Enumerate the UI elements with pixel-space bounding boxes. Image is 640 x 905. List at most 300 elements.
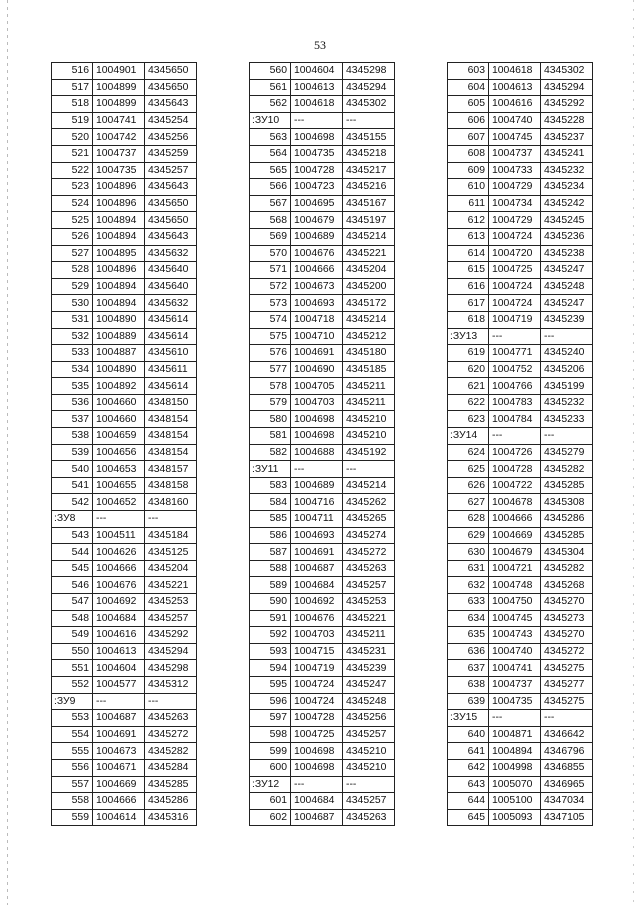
table-row [250,361,395,378]
y-coordinate-cell: 4345241 [541,145,593,162]
point-number-cell: 642 [448,759,489,776]
point-number-cell: 534 [52,361,93,378]
coordinate-table-1 [51,62,197,826]
table-row [52,411,197,428]
y-coordinate-cell: 4345240 [541,345,593,362]
point-number-cell: 605 [448,96,489,113]
table-row [448,179,593,196]
y-coordinate-cell: 4345218 [343,145,395,162]
y-coordinate-cell: 4345285 [541,527,593,544]
table-row [250,511,395,528]
point-number-cell: 612 [448,212,489,229]
x-coordinate-cell: 1004669 [93,776,145,793]
section-label-cell: :ЗУ13 [448,328,489,345]
table-row [448,461,593,478]
y-coordinate-cell: 4345282 [541,560,593,577]
x-coordinate-cell: 1004724 [291,693,343,710]
x-coordinate-cell: 1004666 [93,793,145,810]
x-coordinate-cell: 1004679 [489,544,541,561]
table-row [52,112,197,129]
table-row [52,228,197,245]
point-number-cell: 596 [250,693,291,710]
x-coordinate-cell: 1004715 [291,643,343,660]
table-row [250,378,395,395]
point-number-cell: 568 [250,212,291,229]
y-coordinate-cell: 4345272 [343,544,395,561]
table-row [52,162,197,179]
table-row [448,594,593,611]
x-coordinate-cell: 1004740 [489,112,541,129]
point-number-cell: 547 [52,594,93,611]
table-row [448,162,593,179]
y-coordinate-cell: 4345263 [145,710,197,727]
x-coordinate-cell: 1004676 [291,245,343,262]
table-row [448,394,593,411]
y-coordinate-cell: 4348154 [145,411,197,428]
table-row [52,345,197,362]
point-number-cell: 600 [250,759,291,776]
x-coordinate-cell: 1004669 [489,527,541,544]
table-row [250,228,395,245]
table-row [448,295,593,312]
point-number-cell: 573 [250,295,291,312]
x-coordinate-cell: 1004895 [93,245,145,262]
x-coordinate-cell: 1004695 [291,195,343,212]
table-row [250,195,395,212]
table-row [52,145,197,162]
point-number-cell: 517 [52,79,93,96]
x-coordinate-cell: 1005070 [489,776,541,793]
x-coordinate-cell: 1004720 [489,245,541,262]
y-coordinate-cell: 4345253 [145,594,197,611]
point-number-cell: 581 [250,428,291,445]
y-coordinate-cell: 4345611 [145,361,197,378]
y-coordinate-cell: --- [541,428,593,445]
section-label-cell: :ЗУ10 [250,112,291,129]
x-coordinate-cell: 1004676 [291,610,343,627]
point-number-cell: 607 [448,129,489,146]
y-coordinate-cell: --- [145,511,197,528]
y-coordinate-cell: 4345304 [541,544,593,561]
point-number-cell: 521 [52,145,93,162]
point-number-cell: 525 [52,212,93,229]
table-row [250,295,395,312]
y-coordinate-cell: 4345221 [343,610,395,627]
table-row [448,693,593,710]
y-coordinate-cell: 4345259 [145,145,197,162]
y-coordinate-cell: 4345262 [343,494,395,511]
y-coordinate-cell: 4345279 [541,444,593,461]
x-coordinate-cell: 1004698 [291,411,343,428]
y-coordinate-cell: 4348154 [145,444,197,461]
table-row [250,129,395,146]
x-coordinate-cell: 1004616 [93,627,145,644]
y-coordinate-cell: --- [541,710,593,727]
y-coordinate-cell: 4345272 [145,726,197,743]
page-number: 53 [314,38,326,52]
y-coordinate-cell: 4345614 [145,328,197,345]
y-coordinate-cell: --- [343,776,395,793]
point-number-cell: 548 [52,610,93,627]
y-coordinate-cell: 4345184 [145,527,197,544]
x-coordinate-cell: 1004741 [489,660,541,677]
y-coordinate-cell: 4345237 [541,129,593,146]
coordinate-table-3 [447,62,593,826]
y-coordinate-cell: 4345285 [541,477,593,494]
y-coordinate-cell: 4345231 [343,643,395,660]
y-coordinate-cell: 4345238 [541,245,593,262]
section-label-cell: :ЗУ14 [448,428,489,445]
y-coordinate-cell: 4347105 [541,809,593,826]
x-coordinate-cell: 1004666 [291,262,343,279]
y-coordinate-cell: 4345302 [541,63,593,80]
x-coordinate-cell: 1004724 [291,676,343,693]
x-coordinate-cell: 1004711 [291,511,343,528]
x-coordinate-cell: 1004684 [291,793,343,810]
point-number-cell: 532 [52,328,93,345]
point-number-cell: 579 [250,394,291,411]
y-coordinate-cell: 4345265 [343,511,395,528]
point-number-cell: 553 [52,710,93,727]
point-number-cell: 613 [448,228,489,245]
table-row [250,79,395,96]
point-number-cell: 615 [448,262,489,279]
y-coordinate-cell: 4348150 [145,394,197,411]
y-coordinate-cell: 4345282 [145,743,197,760]
table-row [250,477,395,494]
x-coordinate-cell: 1004613 [291,79,343,96]
x-coordinate-cell: 1004618 [291,96,343,113]
x-coordinate-cell: 1004614 [93,809,145,826]
point-number-cell: 635 [448,627,489,644]
table-row [250,162,395,179]
y-coordinate-cell: 4345125 [145,544,197,561]
point-number-cell: 531 [52,311,93,328]
point-number-cell: 554 [52,726,93,743]
table-row [448,660,593,677]
y-coordinate-cell: 4345257 [145,162,197,179]
table-row [52,311,197,328]
x-coordinate-cell: --- [489,428,541,445]
y-coordinate-cell: 4345650 [145,212,197,229]
x-coordinate-cell: 1004511 [93,527,145,544]
point-number-cell: 535 [52,378,93,395]
table-row [52,527,197,544]
y-coordinate-cell: 4348157 [145,461,197,478]
x-coordinate-cell: 1004724 [489,278,541,295]
table-row [448,145,593,162]
point-number-cell: 638 [448,676,489,693]
x-coordinate-cell: 1004626 [93,544,145,561]
table-row [448,361,593,378]
y-coordinate-cell: 4345210 [343,759,395,776]
point-number-cell: 602 [250,809,291,826]
y-coordinate-cell: 4345232 [541,394,593,411]
y-coordinate-cell: 4345277 [541,676,593,693]
point-number-cell: 641 [448,743,489,760]
y-coordinate-cell: 4345298 [343,63,395,80]
point-number-cell: 555 [52,743,93,760]
point-number-cell: 527 [52,245,93,262]
y-coordinate-cell: 4346965 [541,776,593,793]
point-number-cell: 622 [448,394,489,411]
table-row [250,345,395,362]
y-coordinate-cell: 4345239 [343,660,395,677]
x-coordinate-cell: 1004728 [291,710,343,727]
table-row [250,63,395,80]
x-coordinate-cell: 1004729 [489,179,541,196]
table-row [448,129,593,146]
x-coordinate-cell: 1004899 [93,96,145,113]
table-row [52,759,197,776]
y-coordinate-cell: 4345650 [145,79,197,96]
point-number-cell: 520 [52,129,93,146]
x-coordinate-cell: 1004890 [93,361,145,378]
x-coordinate-cell: 1004689 [291,477,343,494]
x-coordinate-cell: 1004718 [291,311,343,328]
x-coordinate-cell: 1004745 [489,610,541,627]
table-row [250,411,395,428]
point-number-cell: 609 [448,162,489,179]
x-coordinate-cell: 1004687 [291,560,343,577]
table-row [52,676,197,693]
point-number-cell: 546 [52,577,93,594]
x-coordinate-cell: 1004618 [489,63,541,80]
point-number-cell: 631 [448,560,489,577]
y-coordinate-cell: 4345302 [343,96,395,113]
x-coordinate-cell: 1004676 [93,577,145,594]
table-row [250,278,395,295]
y-coordinate-cell: 4345247 [343,676,395,693]
x-coordinate-cell: 1004894 [93,278,145,295]
x-coordinate-cell: 1004604 [291,63,343,80]
table-row [448,262,593,279]
table-row [52,378,197,395]
x-coordinate-cell: 1004656 [93,444,145,461]
table-row [448,195,593,212]
table-row [250,428,395,445]
x-coordinate-cell: 1004725 [291,726,343,743]
x-coordinate-cell: 1004743 [489,627,541,644]
point-number-cell: 625 [448,461,489,478]
y-coordinate-cell: 4345275 [541,660,593,677]
table-row [52,63,197,80]
table-row [250,544,395,561]
x-coordinate-cell: 1004698 [291,743,343,760]
x-coordinate-cell: 1004692 [291,594,343,611]
y-coordinate-cell: 4345253 [343,594,395,611]
x-coordinate-cell: --- [489,328,541,345]
table-row [52,79,197,96]
x-coordinate-cell: 1004728 [489,461,541,478]
point-number-cell: 595 [250,676,291,693]
y-coordinate-cell: --- [343,112,395,129]
table-row [250,676,395,693]
x-coordinate-cell: 1004894 [93,228,145,245]
x-coordinate-cell: 1004750 [489,594,541,611]
section-header-row [52,693,197,710]
table-row [52,544,197,561]
table-row [52,643,197,660]
y-coordinate-cell: 4345245 [541,212,593,229]
point-number-cell: 575 [250,328,291,345]
table-row [250,328,395,345]
y-coordinate-cell: 4345270 [541,594,593,611]
section-header-row [250,461,395,478]
x-coordinate-cell: 1004703 [291,394,343,411]
y-coordinate-cell: 4346855 [541,759,593,776]
point-number-cell: 601 [250,793,291,810]
table-row [52,494,197,511]
y-coordinate-cell: 4345643 [145,96,197,113]
point-number-cell: 643 [448,776,489,793]
point-number-cell: 569 [250,228,291,245]
x-coordinate-cell: 1004766 [489,378,541,395]
point-number-cell: 603 [448,63,489,80]
x-coordinate-cell: 1004741 [93,112,145,129]
point-number-cell: 591 [250,610,291,627]
table-row [52,328,197,345]
point-number-cell: 624 [448,444,489,461]
x-coordinate-cell: 1004693 [291,527,343,544]
point-number-cell: 566 [250,179,291,196]
table-row [52,212,197,229]
y-coordinate-cell: 4345214 [343,477,395,494]
x-coordinate-cell: 1004577 [93,676,145,693]
table-row [52,394,197,411]
point-number-cell: 610 [448,179,489,196]
x-coordinate-cell: 1004684 [291,577,343,594]
x-coordinate-cell: 1004894 [93,295,145,312]
x-coordinate-cell: 1004613 [489,79,541,96]
x-coordinate-cell: 1004698 [291,129,343,146]
y-coordinate-cell: 4345614 [145,311,197,328]
y-coordinate-cell: 4345247 [541,262,593,279]
point-number-cell: 544 [52,544,93,561]
x-coordinate-cell: 1004673 [93,743,145,760]
table-row [52,295,197,312]
x-coordinate-cell: 1004745 [489,129,541,146]
x-coordinate-cell: 1004724 [489,228,541,245]
y-coordinate-cell: 4345180 [343,345,395,362]
y-coordinate-cell: 4345632 [145,295,197,312]
table-row [52,428,197,445]
x-coordinate-cell: 1004616 [489,96,541,113]
table-row [52,726,197,743]
x-coordinate-cell: 1004742 [93,129,145,146]
x-coordinate-cell: 1004899 [93,79,145,96]
point-number-cell: 620 [448,361,489,378]
point-number-cell: 559 [52,809,93,826]
y-coordinate-cell: 4345216 [343,179,395,196]
point-number-cell: 541 [52,477,93,494]
point-number-cell: 565 [250,162,291,179]
y-coordinate-cell: 4348160 [145,494,197,511]
point-number-cell: 580 [250,411,291,428]
y-coordinate-cell: 4345155 [343,129,395,146]
point-number-cell: 549 [52,627,93,644]
y-coordinate-cell: 4345221 [343,245,395,262]
x-coordinate-cell: 1004652 [93,494,145,511]
table-row [448,676,593,693]
y-coordinate-cell: 4345257 [145,610,197,627]
section-label-cell: :ЗУ11 [250,461,291,478]
table-row [250,610,395,627]
x-coordinate-cell: 1004887 [93,345,145,362]
point-number-cell: 524 [52,195,93,212]
y-coordinate-cell: 4345632 [145,245,197,262]
scan-edge-left [7,0,8,905]
y-coordinate-cell: 4345254 [145,112,197,129]
y-coordinate-cell: 4345210 [343,743,395,760]
y-coordinate-cell: --- [541,328,593,345]
x-coordinate-cell: 1004719 [489,311,541,328]
section-header-row [250,776,395,793]
x-coordinate-cell: 1004691 [291,544,343,561]
x-coordinate-cell: 1004666 [93,560,145,577]
y-coordinate-cell: 4345273 [541,610,593,627]
y-coordinate-cell: 4345643 [145,228,197,245]
table-row [448,577,593,594]
table-row [448,726,593,743]
x-coordinate-cell: 1004604 [93,660,145,677]
point-number-cell: 587 [250,544,291,561]
point-number-cell: 560 [250,63,291,80]
y-coordinate-cell: 4345167 [343,195,395,212]
table-row [52,477,197,494]
point-number-cell: 564 [250,145,291,162]
point-number-cell: 598 [250,726,291,743]
y-coordinate-cell: 4345286 [145,793,197,810]
y-coordinate-cell: 4345236 [541,228,593,245]
table-row [52,594,197,611]
x-coordinate-cell: 1004901 [93,63,145,80]
y-coordinate-cell: 4345614 [145,378,197,395]
table-row [250,660,395,677]
y-coordinate-cell: 4345242 [541,195,593,212]
table-row [52,129,197,146]
point-number-cell: 570 [250,245,291,262]
point-number-cell: 626 [448,477,489,494]
x-coordinate-cell: 1004892 [93,378,145,395]
x-coordinate-cell: --- [489,710,541,727]
section-header-row [250,112,395,129]
table-row [250,179,395,196]
y-coordinate-cell: 4345214 [343,311,395,328]
section-label-cell: :ЗУ15 [448,710,489,727]
y-coordinate-cell: 4345248 [541,278,593,295]
y-coordinate-cell: 4346642 [541,726,593,743]
y-coordinate-cell: 4345257 [343,577,395,594]
y-coordinate-cell: 4345274 [343,527,395,544]
y-coordinate-cell: --- [343,461,395,478]
point-number-cell: 536 [52,394,93,411]
point-number-cell: 526 [52,228,93,245]
x-coordinate-cell: 1004728 [291,162,343,179]
x-coordinate-cell: 1004691 [291,345,343,362]
y-coordinate-cell: 4345212 [343,328,395,345]
x-coordinate-cell: 1004896 [93,179,145,196]
y-coordinate-cell: 4345294 [343,79,395,96]
point-number-cell: 556 [52,759,93,776]
y-coordinate-cell: 4345192 [343,444,395,461]
table-row [448,311,593,328]
point-number-cell: 567 [250,195,291,212]
y-coordinate-cell: 4345294 [145,643,197,660]
x-coordinate-cell: 1004752 [489,361,541,378]
x-coordinate-cell: 1004671 [93,759,145,776]
table-row [448,743,593,760]
